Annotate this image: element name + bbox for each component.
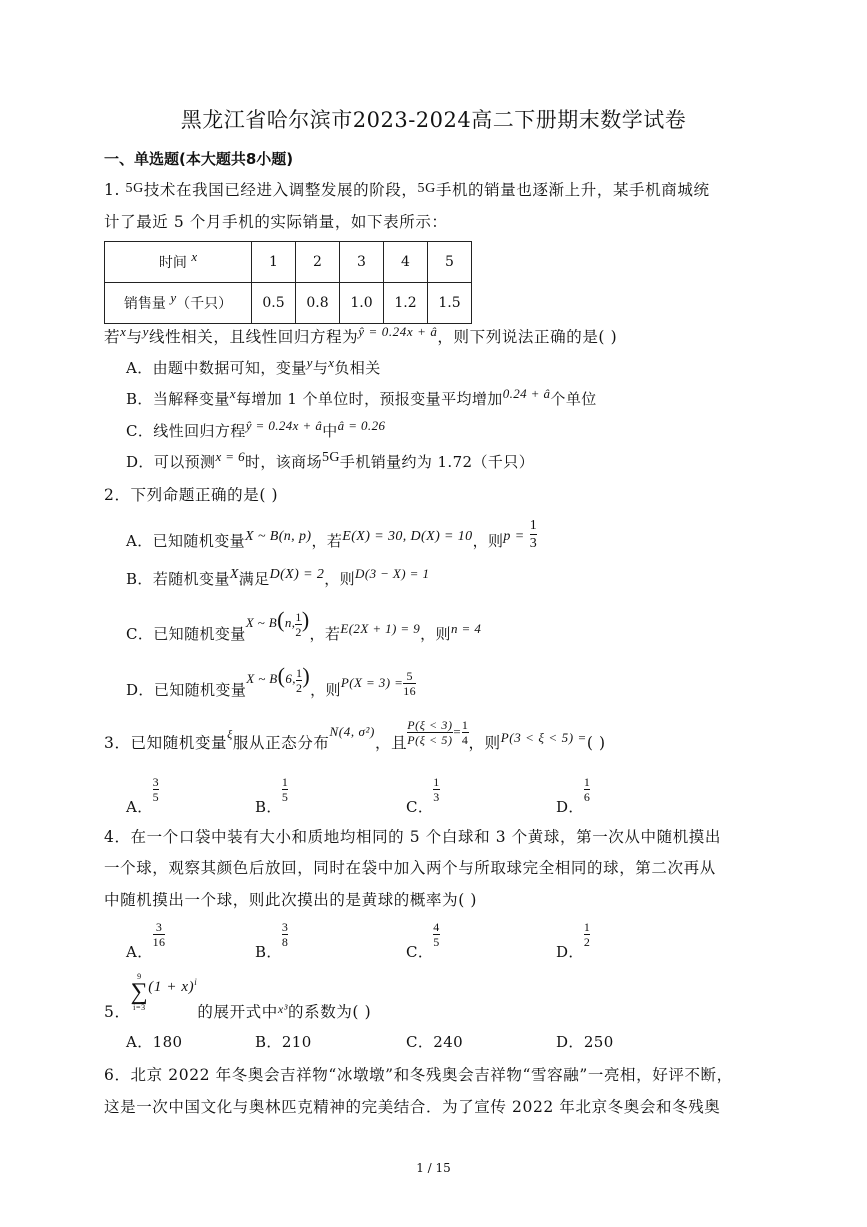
- section-heading: 一、单选题(本大题共8小题): [104, 150, 294, 168]
- q5-option-d: D．250: [556, 1033, 614, 1051]
- q1-option-a: A．由题中数据可知，变量y与x负相关: [126, 355, 381, 377]
- q4-option-c: C． $\frac{4}{5}$: [406, 920, 440, 961]
- q4-option-d: D． $\frac{1}{2}$: [556, 920, 591, 961]
- q5-stem: 5． 9 ∑ i=3 $(1 + x)^i$的展开式中$_{x^3}$的系数为( ): [104, 972, 372, 1021]
- q1-option-c: C．线性回归方程ŷ = 0.24x + â中â = 0.26: [126, 418, 386, 440]
- table-cell: 4: [384, 242, 428, 283]
- q4-line1: 4．在一个口袋中装有大小和质地均相同的 5 个白球和 3 个黄球，第一次从中随机摸出: [104, 828, 721, 846]
- table-header-sales: 销售量 y（千只）: [105, 283, 252, 324]
- page-number: 1 / 15: [416, 1161, 451, 1175]
- q4-line2: 一个球，观察其颜色后放回，同时在袋中加入两个与所取球完全相同的球，第二次再从: [104, 859, 716, 877]
- q3-stem: 3．已知随机变量$^\xi$服从正态分布$^{N(4, \sigma^2)}$，且 $\frac{P(\xi < 3)}{P(\xi < 5)}$ = $\frac{1}{4}$ ，则$^{P(3 < \xi < 5) =}$( ): [104, 717, 606, 752]
- table-row: [105, 242, 472, 283]
- q3-option-d: D． $\frac{1}{6}$: [556, 775, 591, 816]
- q2-option-b: B．若随机变量X满足D(X) = 2，则D(3 − X) = 1: [126, 566, 430, 588]
- q3-option-a: A． $\frac{3}{5}$: [126, 775, 160, 816]
- q2-option-d: D．已知随机变量X ~ B(6, $\frac{1}{2}$ )，则P(X = 3) = $\frac{5}{16}$: [126, 663, 417, 699]
- q2-option-a: A．已知随机变量X ~ B(n, p)，若E(X) = 30, D(X) = 10，则p = $\frac{1}{3}$: [126, 517, 538, 551]
- sum-symbol: 9 ∑ i=3: [130, 972, 149, 1012]
- q2-option-c: C．已知随机变量X ~ B(n, $\frac{1}{2}$ )，若E(2X + 1) = 9，则n = 4: [126, 607, 482, 643]
- table-cell: 1.5: [428, 283, 472, 324]
- q5-option-b: B．210: [255, 1033, 312, 1051]
- q3-option-b: B． $\frac{1}{5}$: [255, 775, 289, 816]
- q1-line3: 若$^x$与$^y$线性相关，且线性回归方程为$^{ŷ = 0.24x + â}$，则下列说法正确的是( ): [104, 324, 618, 346]
- table-cell: 0.5: [252, 283, 296, 324]
- table-header-time: 时间 x: [105, 242, 252, 283]
- table-cell: 5: [428, 242, 472, 283]
- q1-line1: 1. 5G技术在我国已经进入调整发展的阶段，5G手机的销量也逐渐上升，某手机商城统: [104, 181, 710, 199]
- table-cell: 0.8: [296, 283, 340, 324]
- q4-option-a: A． $\frac{3}{16}$: [126, 920, 166, 961]
- q1-option-b: B．当解释变量x每增加 1 个单位时，预报变量平均增加0.24 + â个单位: [126, 386, 597, 408]
- table-cell: 1: [252, 242, 296, 283]
- q1-line2: 计了最近 5 个月手机的实际销量，如下表所示：: [104, 213, 448, 231]
- q1-option-d: D．可以预测x = 6时，该商场5G手机销量约为 1.72（千只）: [126, 449, 535, 471]
- table-cell: 2: [296, 242, 340, 283]
- q6-line2: 这是一次中国文化与奥林匹克精神的完美结合．为了宣传 2022 年北京冬奥会和冬残奥: [104, 1098, 721, 1116]
- page-title: 黑龙江省哈尔滨市2023-2024高二下册期末数学试卷: [180, 108, 687, 132]
- q4-option-b: B． $\frac{3}{8}$: [255, 920, 289, 961]
- table-row: [105, 283, 472, 324]
- table-cell: 3: [340, 242, 384, 283]
- table-cell: 1.2: [384, 283, 428, 324]
- q2-stem: 2．下列命题正确的是( ): [104, 486, 279, 504]
- sales-table: [104, 241, 472, 324]
- q4-line3: 中随机摸出一个球，则此次摸出的是黄球的概率为( ): [104, 891, 478, 909]
- q3-option-c: C． $\frac{1}{3}$: [406, 775, 440, 816]
- q5-option-a: A．180: [126, 1033, 183, 1051]
- q6-line1: 6．北京 2022 年冬奥会吉祥物“冰墩墩”和冬残奥会吉祥物“雪容融”一亮相，好评不断，: [104, 1066, 733, 1084]
- table-cell: 1.0: [340, 283, 384, 324]
- q5-option-c: C．240: [406, 1033, 464, 1051]
